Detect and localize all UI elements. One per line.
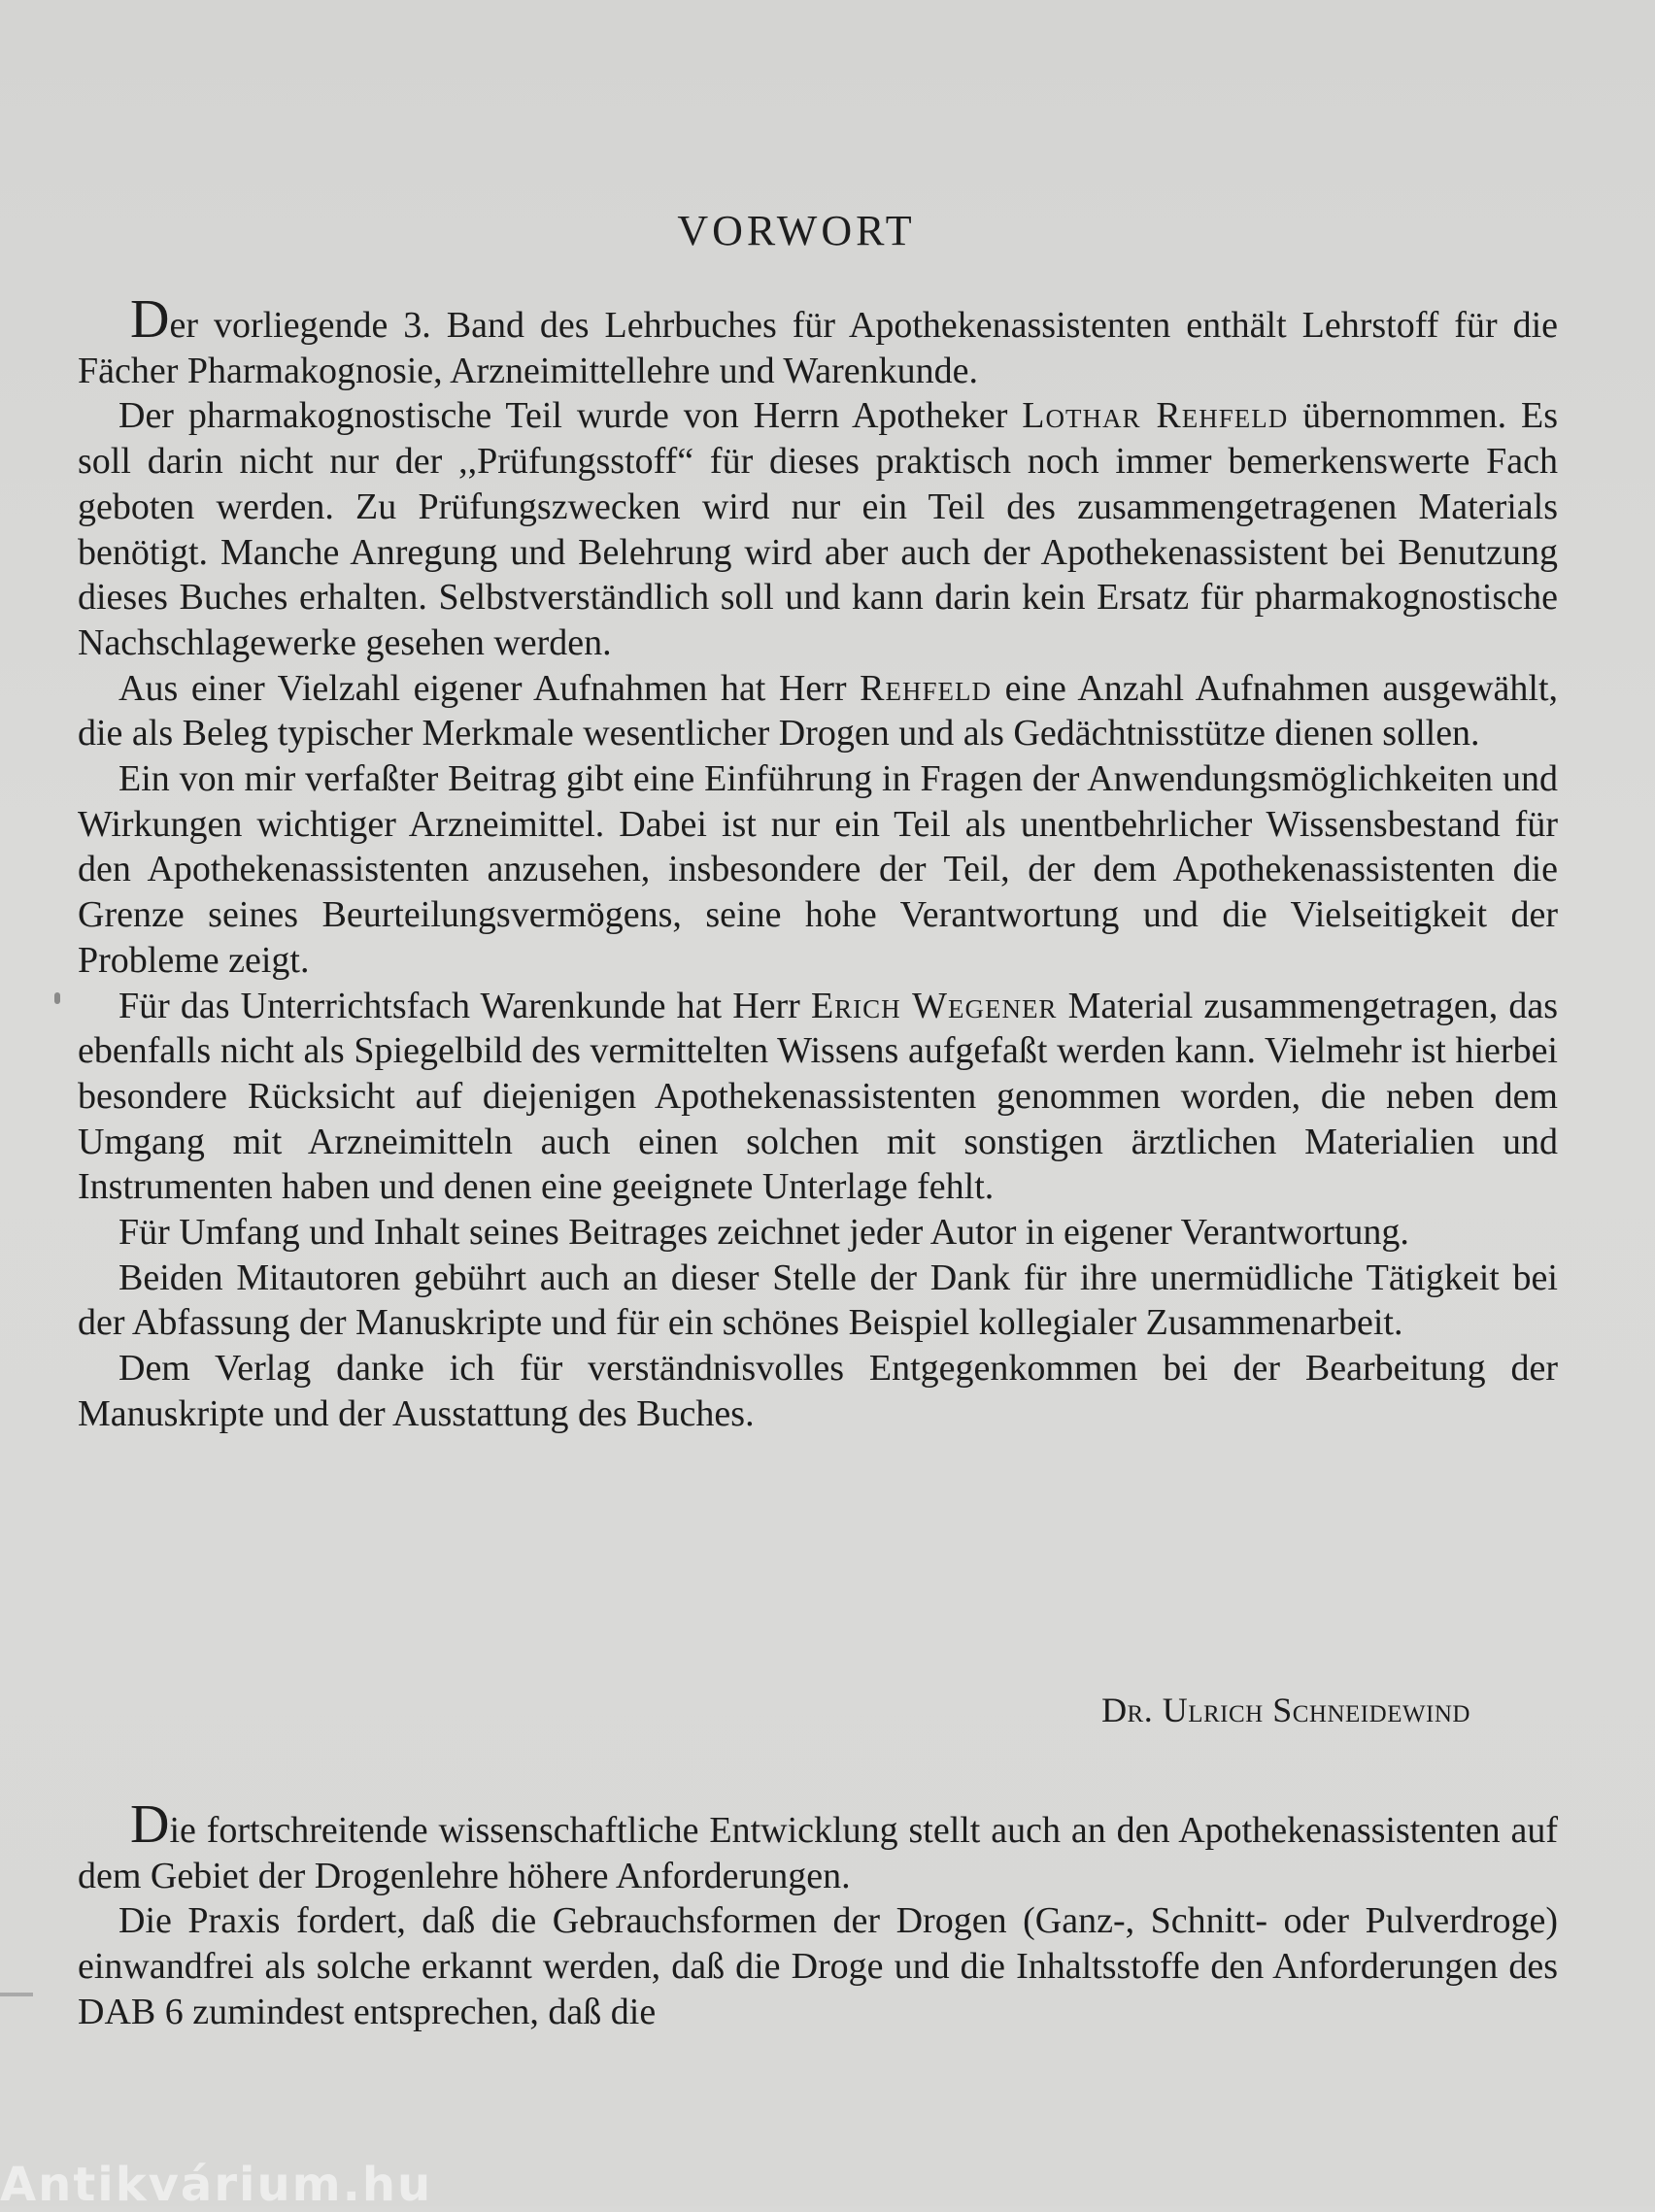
drop-cap: D — [130, 289, 170, 350]
signature: Dr. Ulrich Schneidewind — [1101, 1691, 1470, 1729]
paragraph-7: Beiden Mitautoren gebührt auch an dieser Stelle der Dank für ihre unermüdliche Tätigkeit bei der Abfassung der Manuskripte und für ein schönes Beispiel kollegialer Zusammenarbeit. — [78, 1257, 1558, 1344]
author-name: Erich Wegener — [810, 985, 1058, 1026]
margin-dash — [0, 1993, 33, 1996]
paragraph-10: Die Praxis fordert, daß die Gebrauchsformen der Drogen (Ganz-, Schnitt- oder Pulverdroge) einwandfrei als solche erkannt werden, daß die Droge und die Inhaltsstoffe den Anforderungen des DAB 6 zumindest entsprechen, daß die — [78, 1900, 1558, 2032]
paragraph-8: Dem Verlag danke ich für verständnisvolles Entgegenkommen bei der Bearbeitung der Manuskripte und der Ausstattung des Buches. — [78, 1348, 1558, 1434]
paragraph-4: Ein von mir verfaßter Beitrag gibt eine Einführung in Fragen der Anwendungsmöglichkeiten und Wirkungen wichtiger Arzneimittel. Dabei ist nur ein Teil als unentbehrlicher Wissensbestand für den Apothekenassistenten anzusehen, insbesondere der Teil, der dem Apothekenassistenten die Grenze seines Beurteilungsvermögens, seine hohe Verantwortung und die Vielseitigkeit der Probleme zeigt. — [78, 758, 1558, 981]
author-name: Lothar Rehfeld — [1022, 395, 1289, 437]
paragraph-2: Der pharmakognostische Teil wurde von Herrn Apotheker Lothar Rehfeld übernommen. Es soll darin nicht nur der ,,Prüfungsstoff“ für dieses praktisch noch immer bemerkenswerte Fach geboten werden. Zu Prüfungszwecken wird nur ein Teil des zusammengetragenen Materials benötigt. Manche Anregung und Belehrung wird aber auch der Apothekenassistent bei Benutzung dieses Buches erhalten. Selbstverständlich soll und kann darin kein Ersatz für pharmakognostische Nachschlagewerke gesehen werden. — [78, 395, 1558, 663]
paragraph-3: Aus einer Vielzahl eigener Aufnahmen hat Herr Rehfeld eine Anzahl Aufnahmen ausgewählt, die als Beleg typischer Merkmale wesentlicher Drogen und als Gedächtnisstütze dienen sollen. — [78, 667, 1558, 754]
margin-mark — [54, 992, 60, 1004]
paragraph-5: Für das Unterrichtsfach Warenkunde hat Herr Erich Wegener Material zusammengetragen, das ebenfalls nicht als Spiegelbild des vermittelten Wissens aufgefaßt werden kann. Vielmehr ist hierbei besondere Rücksicht auf diejenigen Apothekenassistenten genommen worden, die neben dem Umgang mit Arzneimitteln auch einen solchen mit sonstigen ärztlichen Materialien und Instrumenten haben und denen eine geeignete Unterlage fehlt. — [78, 985, 1558, 1208]
section-2-text — [78, 1794, 1558, 2035]
paragraph-1: Der vorliegende 3. Band des Lehrbuches für Apothekenassistenten enthält Lehrstoff für die Fächer Pharmakognosie, Arzneimittellehre und Warenkunde. — [78, 289, 1558, 391]
page-title: VORWORT — [677, 207, 916, 254]
drop-cap: D — [130, 1794, 170, 1855]
author-name: Rehfeld — [860, 667, 992, 709]
paragraph-9: Die fortschreitende wissenschaftliche Entwicklung stellt auch an den Apothekenassistenten auf dem Gebiet der Drogenlehre höhere Anforderungen. — [78, 1794, 1558, 1896]
paragraph-6: Für Umfang und Inhalt seines Beitrages zeichnet jeder Autor in eigener Verantwortung. — [118, 1212, 1409, 1254]
preface-text — [78, 289, 1558, 1437]
watermark: Antikvárium.hu — [0, 2158, 433, 2212]
